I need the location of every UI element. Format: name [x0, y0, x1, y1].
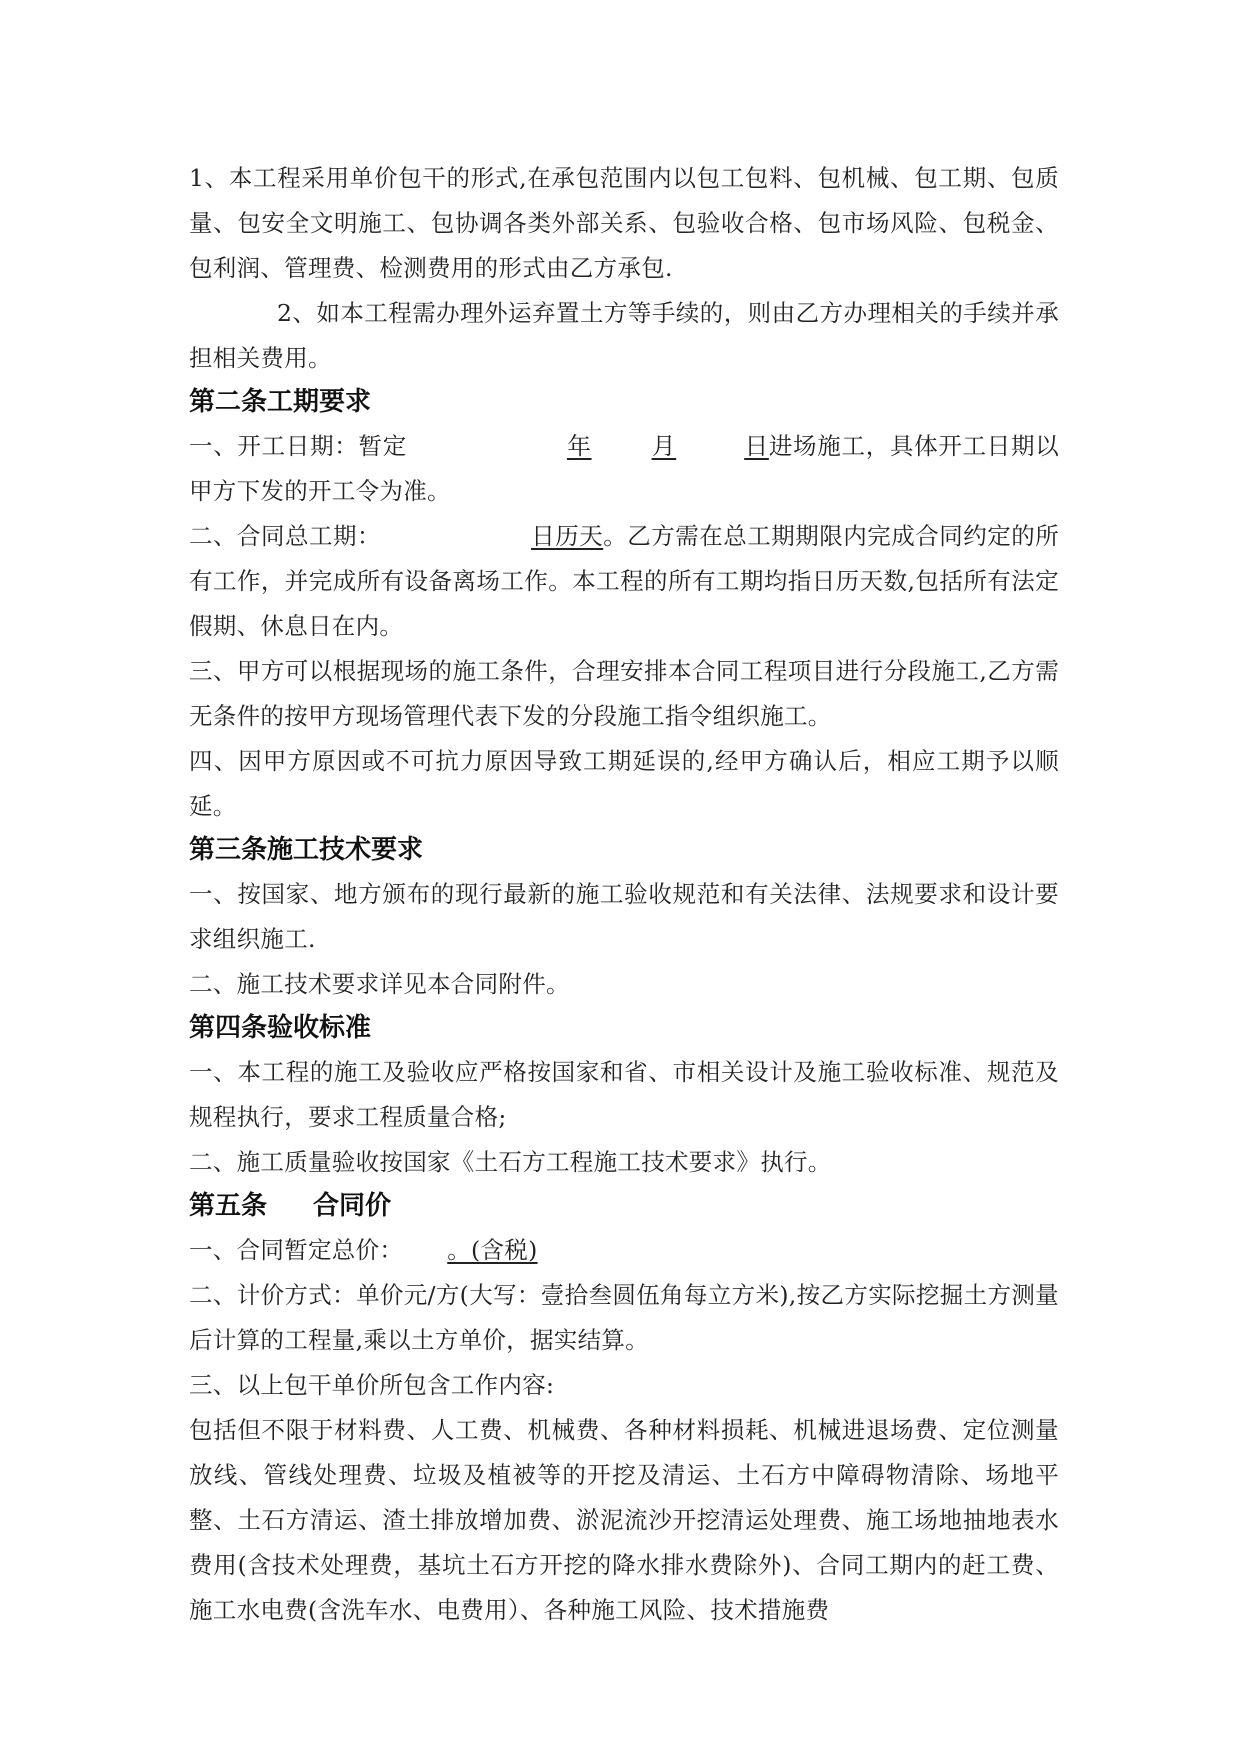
article-5-title: 合同价: [313, 1191, 392, 1221]
article-3-item-2: 二、施工技术要求详见本合同附件。: [189, 970, 570, 998]
document-body: [189, 156, 1059, 1633]
start-date-day: 日: [744, 432, 769, 460]
article-5-item-3: 三、以上包干单价所包含工作内容:: [189, 1371, 555, 1399]
start-date-blank: [407, 432, 769, 460]
article-5-item-1: [189, 1228, 1059, 1273]
total-duration-blank: [381, 522, 603, 550]
contract-price-tax-note: 。(含税): [447, 1236, 538, 1264]
article-4-heading: 第四条验收标准: [189, 1013, 372, 1043]
clause-paragraph-1: 1、本工程采用单价包干的形式,在承包范围内以包工包料、包机械、包工期、包质量、包安全文明施工、包协调各类外部关系、包验收合格、包市场风险、包税金、包利润、管理费、检测费用的形式由乙方承包.: [189, 164, 1059, 282]
total-duration-unit: 日历天: [531, 522, 604, 550]
article-2-item-1: [189, 424, 1059, 514]
article-5-item-4: 包括但不限于材料费、人工费、机械费、各种材料损耗、机械进退场费、定位测量放线、管线处理费、垃圾及植被等的开挖及清运、土石方中障碍物清除、场地平整、土石方清运、渣土排放增加费、淤泥流沙开挖清运处理费、施工场地抽地表水费用(含技术处理费，基坑土石方开挖的降水排水费除外)、合同工期内的赶工费、施工水电费(含洗车水、电费用）、各种施工风险、技术措施费: [189, 1416, 1059, 1624]
clause-paragraph-2: 2、如本工程需办理外运弃置土方等手续的，则由乙方办理相关的手续并承担相关费用。: [189, 299, 1059, 372]
start-date-month: 月: [651, 432, 677, 460]
article-4-item-1: 一、本工程的施工及验收应严格按国家和省、市相关设计及施工验收标准、规范及规程执行，要求工程质量合格;: [189, 1058, 1059, 1131]
contract-price-label: 一、合同暂定总价：: [189, 1236, 404, 1264]
article-2-item-3: 三、甲方可以根据现场的施工条件，合理安排本合同工程项目进行分段施工,乙方需无条件的按甲方现场管理代表下发的分段施工指令组织施工。: [189, 657, 1059, 730]
total-duration-label: 二、合同总工期：: [189, 522, 381, 550]
article-5-item-2: 二、计价方式：单价元/方(大写：壹拾叁圆伍角每立方米),按乙方实际挖掘土方测量后计算的工程量,乘以土方单价，据实结算。: [189, 1281, 1059, 1354]
total-duration-text: 。乙方需在总工期期限内完成合同约定的所有工作，并完成所有设备离场工作。本工程的所有工期均指日历天数,包括所有法定假期、休息日在内。: [189, 522, 1059, 640]
start-date-label: 一、开工日期：暂定: [189, 432, 407, 460]
start-date-text: 进场施工，具体开工日期以甲方下发的开工令为准。: [189, 432, 1059, 505]
article-5-number: 第五条: [189, 1191, 268, 1221]
article-4-item-2: 二、施工质量验收按国家《土石方工程施工技术要求》执行。: [189, 1148, 832, 1176]
article-5-heading: [189, 1185, 1059, 1228]
article-2-heading: 第二条工期要求: [189, 387, 372, 417]
start-date-year: 年: [566, 432, 592, 460]
article-3-item-1: 一、按国家、地方颁布的现行最新的施工验收规范和有关法律、法规要求和设计要求组织施工.: [189, 880, 1059, 953]
article-3-heading: 第三条施工技术要求: [189, 835, 424, 865]
contract-price-blank: [403, 1236, 537, 1264]
article-2-item-2: [189, 514, 1059, 649]
article-2-item-4: 四、因甲方原因或不可抗力原因导致工期延误的,经甲方确认后，相应工期予以顺延。: [189, 747, 1059, 820]
